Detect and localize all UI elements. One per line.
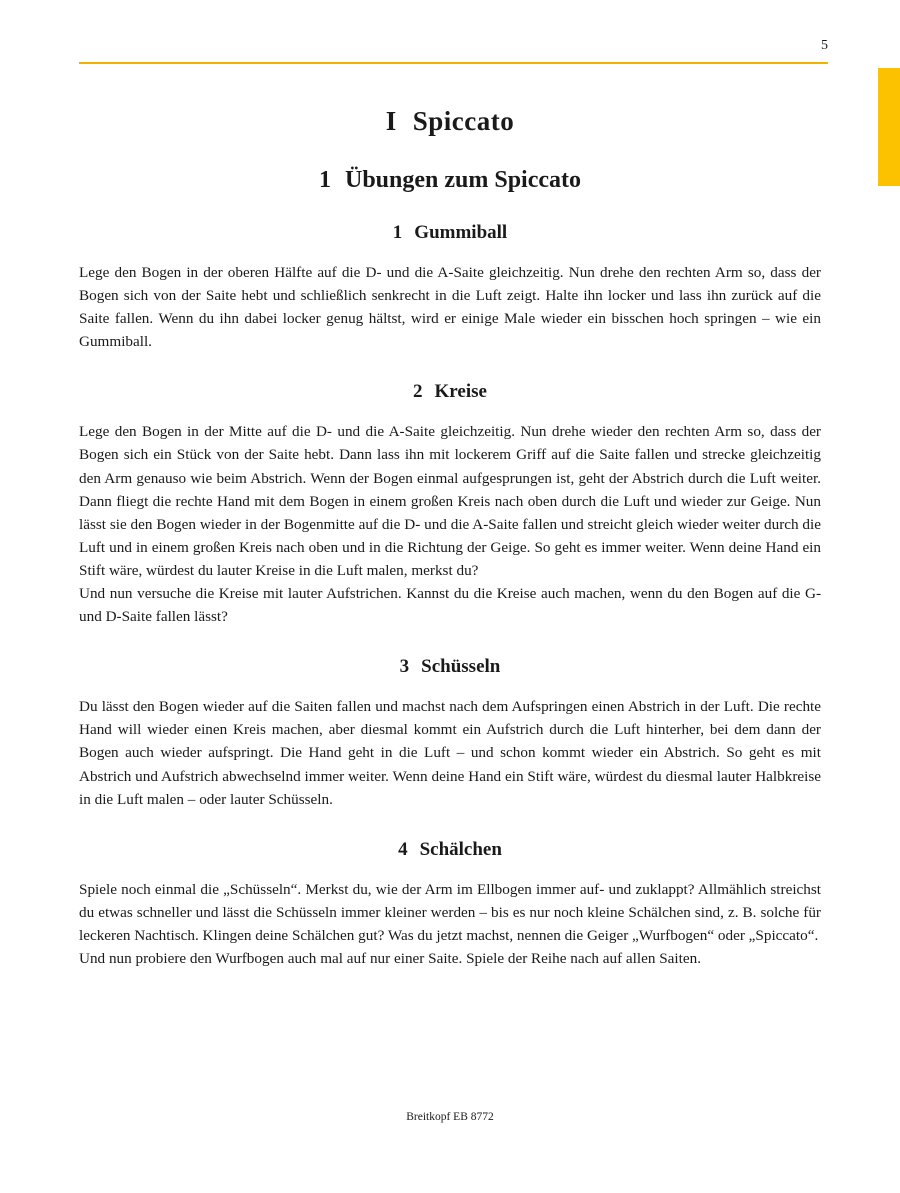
subsection-number-2: 2 — [413, 381, 423, 403]
chapter-side-tab — [878, 68, 900, 186]
chapter-number: I — [385, 106, 397, 136]
page-number: 5 — [821, 38, 828, 53]
subsection-title-2 — [79, 381, 821, 403]
paragraph-2-1: Lege den Bogen in der Mitte auf die D- und die A-Saite gleichzeitig. Nun drehe wieder den rechten Arm so, dass der Bogen sich ein Stück von der Saite hebt. Dann lass ihn mit lockerem Griff auf die Saite fallen und strecke gleichzeitig den Arm genauso wie beim Abstrich. Wenn der Bogen einmal aufgesprungen ist, geht der Abstrich durch die Luft weiter. Dann fliegt die rechte Hand mit dem Bogen in einem großen Kreis nach oben durch die Luft und wieder zur Geige. Nun lässt sie den Bogen wieder in der Bogenmitte auf die D- und die A-Saite fallen und streicht gleich wieder weiter durch die Luft und in einem großen Kreis nach oben und in die Richtung der Geige. So geht es immer weiter. Wenn deine Hand ein Stift wäre, würdest du lauter Kreise in die Luft malen, merkst du? — [79, 423, 821, 579]
subsection-title-1 — [79, 222, 821, 244]
subsection-title-text-2: Kreise — [434, 381, 487, 403]
page-content — [79, 88, 821, 970]
paragraph-2-2: Und nun versuche die Kreise mit lauter Aufstrichen. Kannst du die Kreise auch machen, wenn du den Bogen auf die G- und D-Saite fallen lässt? — [79, 585, 821, 626]
subsection-title-text-1: Gummiball — [414, 222, 508, 243]
chapter-title-text: Spiccato — [412, 106, 515, 136]
header-rule — [79, 62, 828, 64]
paragraph-4-1: Spiele noch einmal die „Schüsseln“. Merkst du, wie der Arm im Ellbogen immer auf- und zuklappt? Allmählich streichst du etwas schneller und lässt die Schüsseln immer kleiner werden – bis es nur noch kleine Schälchen sind, z. B. solche für leckeren Nachtisch. Klingen deine Schälchen gut? Was du jetzt machst, nennen die Geiger „Wurfbogen“ oder „Spiccato“. — [79, 880, 821, 944]
subsection-title-4 — [79, 839, 821, 861]
subsection-title-text-3: Schüsseln — [421, 656, 501, 678]
subsection-number-3: 3 — [399, 656, 410, 678]
paragraph-4-2: Und nun probiere den Wurfbogen auch mal auf nur einer Saite. Spiele der Reihe nach auf allen Saiten. — [79, 949, 701, 967]
paragraph-3-1: Du lässt den Bogen wieder auf die Saiten fallen und machst nach dem Aufspringen einen Abstrich in der Luft. Die rechte Hand will wieder einen Kreis machen, aber diesmal kommt ein Aufstrich durch die Luft hinterher, bei dem dann der Bogen auch wieder aufspringt. Die Hand geht in die Luft – und schon kommt wieder ein Abstrich. So geht es mit Abstrich und Aufstrich abwechselnd immer weiter. Wenn deine Hand ein Stift wäre, würdest du diesmal lauter Halbkreise in die Luft malen – oder lauter Schüsseln. — [79, 698, 821, 808]
section-number: 1 — [318, 167, 331, 193]
chapter-title — [79, 106, 821, 137]
subsection-title-3 — [79, 656, 821, 678]
subsection-number-4: 4 — [398, 838, 408, 860]
paragraph-1-1: Lege den Bogen in der oberen Hälfte auf die D- und die A-Saite gleichzeitig. Nun drehe den rechten Arm so, dass der Bogen sich von der Saite hebt und schließlich senkrecht in die Luft zeigt. Halte ihn locker und lass ihn zurück auf die Saite fallen. Wenn du ihn dabei locker genug hältst, wird er einige Male wieder ein bisschen hoch springen – wie ein Gummiball. — [79, 264, 821, 351]
subsection-number-1: 1 — [392, 222, 403, 243]
footer-publisher-code: Breitkopf EB 8772 — [406, 1111, 494, 1123]
section-title — [79, 167, 821, 194]
subsection-title-text-4: Schälchen — [419, 838, 502, 860]
section-title-text: Übungen zum Spiccato — [344, 167, 582, 193]
